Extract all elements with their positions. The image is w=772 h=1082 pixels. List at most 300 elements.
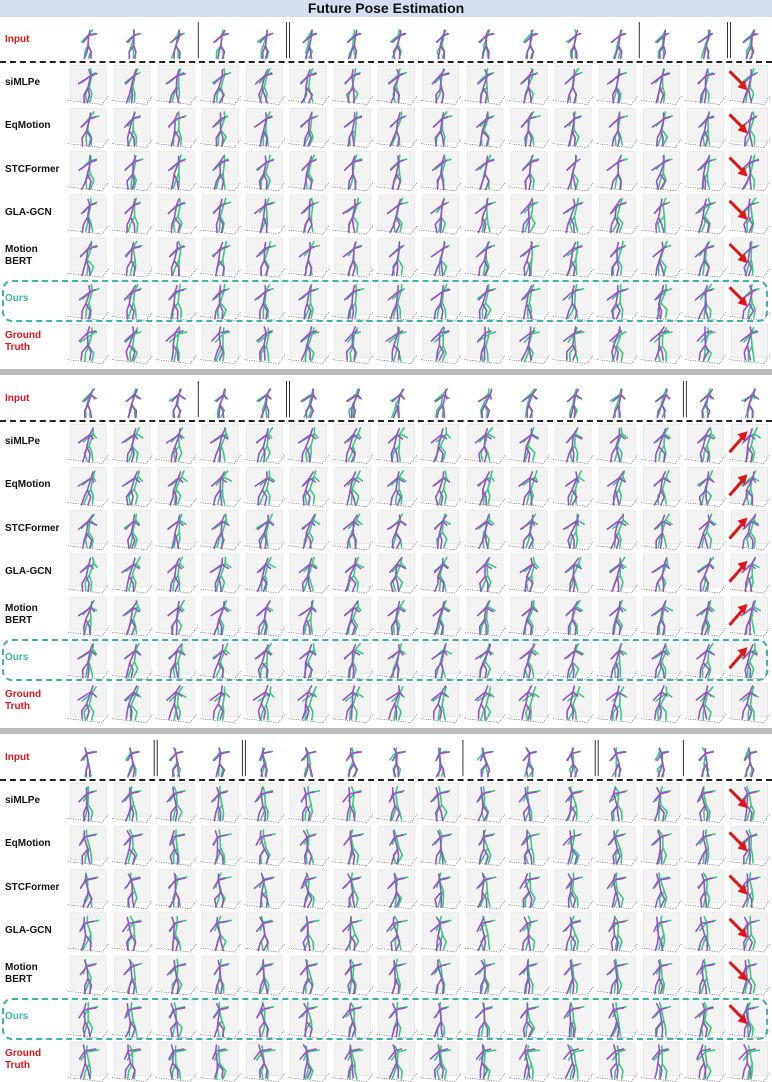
pose-cell [597,152,637,191]
pose-cell [348,30,361,59]
pose-cell [553,913,593,952]
pose-cell [68,1042,108,1081]
pose-cell [171,30,184,59]
pose-cell [685,956,725,995]
pose-cell [553,783,593,822]
pose-cell [200,554,240,593]
pose-cell [597,554,637,593]
pose-box-wall [114,913,150,946]
pose-cell [509,65,549,104]
pose-cell [685,1042,725,1081]
pose-cell [112,108,152,147]
pose-box-wall [202,511,238,544]
pose-cell [200,956,240,995]
pose-cell [112,152,152,191]
pose-cell [156,152,196,191]
pose-cell [156,683,196,722]
pose-cell [730,913,770,952]
pose-cell [597,956,637,995]
pose-cell [68,826,108,865]
pose-cell [112,195,152,234]
pose-cell [213,748,229,777]
pose-cell [200,324,240,363]
pose-cell [112,238,152,277]
pose-cell [112,424,152,463]
pose-cell [347,389,362,418]
pose-cell [641,597,681,636]
pose-cell [289,195,329,234]
pose-cell [730,238,770,277]
skeleton-pose [613,390,625,418]
pose-cell [509,511,549,550]
pose-cell [641,467,681,506]
pose-cell [421,152,461,191]
pose-cell [289,683,329,722]
pose-cell [730,324,770,363]
pose-cell [421,826,461,865]
pose-cell [333,108,373,147]
pose-cell [641,826,681,865]
pose-cell [68,238,108,277]
pose-cell [112,554,152,593]
pose-cell [685,108,725,147]
pose-cell [169,389,185,418]
pose-cell [421,195,461,234]
pose-cell [244,683,284,722]
pose-cell [257,30,273,59]
pose-cell [597,826,637,865]
pose-cell [112,1042,152,1081]
row-label-method: EqMotion [5,479,51,491]
pose-box-wall [70,65,106,98]
pose-cell [641,554,681,593]
pose-cell [200,65,240,104]
pose-cell [730,195,770,234]
pose-cell [68,683,108,722]
pose-box-wall [202,683,238,716]
pose-cell [112,324,152,363]
pose-cell [597,683,637,722]
pose-cell [289,870,329,909]
pose-cell [333,238,373,277]
pose-cell [465,152,505,191]
pose-cell [347,748,362,777]
row-label-method: STCFormer [5,522,60,534]
pose-cell [156,913,196,952]
pose-cell [377,1042,417,1081]
pose-cell [244,913,284,952]
pose-cell [522,389,537,418]
skeleton-pose [745,390,759,418]
pose-cell [509,783,549,822]
pose-cell [112,511,152,550]
pose-cell [611,30,625,59]
pose-cell [465,238,505,277]
pose-cell [730,870,770,909]
row-label-method: STCFormer [5,163,60,175]
skeleton-pose [700,749,714,777]
pose-cell [435,389,449,418]
pose-cell [730,783,770,822]
pose-cell [641,956,681,995]
pose-cell [685,324,725,363]
pose-cell [289,554,329,593]
pose-cell [244,1042,284,1081]
pose-cell [465,826,505,865]
pose-box-wall [643,324,679,357]
pose-cell [685,467,725,506]
row-label-method: siMLPe [5,436,41,448]
skeleton-pose [522,390,536,418]
pose-cell [568,389,582,418]
pose-cell [597,783,637,822]
pose-cell [244,108,284,147]
pose-cell [553,195,593,234]
pose-box-wall [643,554,679,587]
pose-cell [377,783,417,822]
pose-cell [465,870,505,909]
pose-cell [509,324,549,363]
pose-cell [112,826,152,865]
pose-cell [641,152,681,191]
pose-cell [244,554,284,593]
pose-box-wall [555,238,591,271]
pose-box-wall [202,1042,238,1075]
pose-cell [553,683,593,722]
pose-cell [685,238,725,277]
pose-cell [553,108,593,147]
pose-cell [289,152,329,191]
row-label-method: Motion BERT [5,244,38,267]
pose-cell [390,748,405,777]
pose-cell [421,554,461,593]
pose-cell [112,783,152,822]
skeleton-pose [393,749,405,777]
pose-cell [465,511,505,550]
pose-cell [377,683,417,722]
pose-cell [421,467,461,506]
pose-cell [479,389,492,418]
pose-cell [597,913,637,952]
pose-cell [156,108,196,147]
pose-cell [509,467,549,506]
pose-cell [377,65,417,104]
pose-cell [685,913,725,952]
pose-cell [377,826,417,865]
pose-cell [553,826,593,865]
ours-highlight-box [2,639,768,681]
pose-cell [200,783,240,822]
pose-cell [523,748,536,777]
pose-cell [303,30,316,59]
skeleton-pose [393,390,405,418]
pose-cell [377,152,417,191]
pose-cell [641,683,681,722]
row-label-method: EqMotion [5,838,51,850]
pose-cell [200,108,240,147]
pose-cell [112,467,152,506]
panel-separator [0,728,772,734]
row-label-input: Input [5,393,30,404]
pose-cell [377,195,417,234]
pose-box-wall [555,467,591,500]
pose-cell [465,956,505,995]
pose-cell [509,195,549,234]
pose-cell [641,238,681,277]
pose-cell [377,511,417,550]
pose-cell [478,748,493,777]
pose-cell [377,870,417,909]
pose-cell [156,870,196,909]
pose-cell [597,597,637,636]
pose-box-wall [599,554,635,587]
pose-cell [730,956,770,995]
row-label-method: GLA-GCN [5,565,52,577]
row-label-ours: Ours [5,652,29,664]
pose-cell [391,389,405,418]
pose-cell [641,913,681,952]
pose-cell [567,748,581,777]
pose-cell [333,956,373,995]
pose-cell [421,65,461,104]
pose-cell [333,467,373,506]
pose-cell [641,1042,681,1081]
skeleton-pose [347,749,362,777]
pose-cell [289,913,329,952]
skeleton-pose [172,390,185,418]
pose-cell [244,424,284,463]
pose-cell [509,238,549,277]
pose-cell [333,324,373,363]
pose-box-wall [511,152,547,185]
pose-cell [465,554,505,593]
pose-cell [112,913,152,952]
pose-cell [509,108,549,147]
pose-cell [465,597,505,636]
pose-cell [68,195,108,234]
pose-cell [421,108,461,147]
pose-cell [68,783,108,822]
pose-cell [244,324,284,363]
pose-cell [465,195,505,234]
skeleton-pose [128,749,139,777]
pose-cell [509,152,549,191]
pose-cell [465,913,505,952]
row-label-gt: Ground Truth [5,1048,42,1072]
pose-cell [214,30,229,59]
skeleton-pose [435,389,449,417]
pose-cell [68,870,108,909]
pose-box-wall [555,1042,591,1075]
pose-box-wall [732,956,768,989]
pose-box-wall [511,683,547,716]
pose-cell [509,913,549,952]
panel-separator [0,369,772,375]
pose-cell [244,956,284,995]
pose-cell [597,65,637,104]
pose-cell [289,826,329,865]
pose-cell [377,424,417,463]
pose-cell [200,683,240,722]
pose-cell [68,554,108,593]
pose-cell [333,913,373,952]
pose-cell [289,108,329,147]
pose-cell [289,1042,329,1081]
pose-cell [465,108,505,147]
pose-cell [377,467,417,506]
pose-box-wall [335,238,371,271]
pose-cell [244,238,284,277]
pose-cell [244,597,284,636]
pose-cell [685,683,725,722]
pose-cell [465,324,505,363]
pose-cell [465,1042,505,1081]
pose-box-wall [643,870,679,903]
pose-cell [289,597,329,636]
skeleton-pose [611,389,625,417]
pose-cell [377,913,417,952]
pose-cell [289,511,329,550]
row-label-ours: Ours [5,293,29,305]
pose-cell [289,65,329,104]
pose-cell [112,683,152,722]
row-label-ours: Ours [5,1011,29,1023]
pose-cell [610,748,626,777]
pose-cell [465,65,505,104]
ours-highlight-box [2,998,768,1040]
pose-cell [126,389,140,418]
pose-cell [553,597,593,636]
pose-cell [200,913,240,952]
pose-cell [436,748,449,777]
pose-cell [685,870,725,909]
skeleton-pose [523,389,538,417]
pose-cell [244,826,284,865]
pose-cell [597,467,637,506]
pose-cell [333,783,373,822]
pose-cell [333,65,373,104]
pose-cell [200,826,240,865]
pose-cell [553,554,593,593]
pose-cell [68,108,108,147]
pose-cell [509,826,549,865]
pose-cell [421,511,461,550]
pose-cell [289,424,329,463]
pose-cell [333,152,373,191]
pose-cell [730,152,770,191]
pose-cell [156,424,196,463]
pose-cell [553,424,593,463]
pose-cell [83,389,97,418]
pose-cell [289,324,329,363]
pose-cell [126,748,139,777]
row-label-method: siMLPe [5,795,41,807]
pose-cell [289,956,329,995]
pose-cell [170,748,183,777]
pose-cell [685,65,725,104]
pose-cell [244,511,284,550]
pose-cell [641,783,681,822]
pose-cell [68,324,108,363]
pose-cell [465,467,505,506]
pose-cell [156,1042,196,1081]
pose-box-wall [70,152,106,185]
pose-cell [156,467,196,506]
input-divider-line [0,779,772,781]
figure-title: Future Pose Estimation [307,0,465,16]
pose-cell [68,65,108,104]
pose-cell [421,597,461,636]
pose-box-wall [511,826,547,859]
pose-box-wall [114,324,150,357]
pose-cell [81,748,96,777]
pose-box-wall [202,238,238,271]
pose-cell [641,65,681,104]
pose-cell [200,424,240,463]
pose-cell [701,389,714,418]
pose-box-wall [291,956,327,989]
pose-cell [289,783,329,822]
pose-cell [215,389,227,418]
skeleton-pose [302,749,316,777]
pose-cell [553,870,593,909]
input-divider-line [0,61,772,63]
pose-cell [421,913,461,952]
pose-cell [553,467,593,506]
pose-cell [509,554,549,593]
pose-cell [377,956,417,995]
pose-cell [156,65,196,104]
pose-cell [553,511,593,550]
pose-cell [421,238,461,277]
pose-cell [597,1042,637,1081]
row-label-method: GLA-GCN [5,924,52,936]
pose-box-wall [423,324,459,357]
pose-cell [68,152,108,191]
pose-cell [509,424,549,463]
skeleton-pose [610,749,626,777]
pose-cell [301,389,316,418]
pose-cell [509,956,549,995]
pose-box-wall [246,511,282,544]
pose-cell [244,870,284,909]
pose-cell [112,65,152,104]
pose-cell [156,597,196,636]
pose-cell [421,956,461,995]
pose-cell [421,424,461,463]
pose-cell [465,424,505,463]
pose-cell [597,511,637,550]
pose-cell [377,238,417,277]
pose-cell [333,195,373,234]
pose-box-wall [687,597,723,630]
pose-cell [244,195,284,234]
pose-cell [82,30,97,59]
pose-box-wall [379,238,415,271]
pose-cell [553,324,593,363]
pose-box-wall [599,152,635,185]
pose-cell [333,554,373,593]
pose-cell [68,597,108,636]
pose-cell [156,511,196,550]
pose-cell [377,597,417,636]
pose-cell [685,554,725,593]
row-label-gt: Ground Truth [5,689,42,713]
pose-box-wall [555,783,591,816]
pose-cell [200,238,240,277]
skeleton-pose [656,390,669,418]
pose-cell [421,1042,461,1081]
